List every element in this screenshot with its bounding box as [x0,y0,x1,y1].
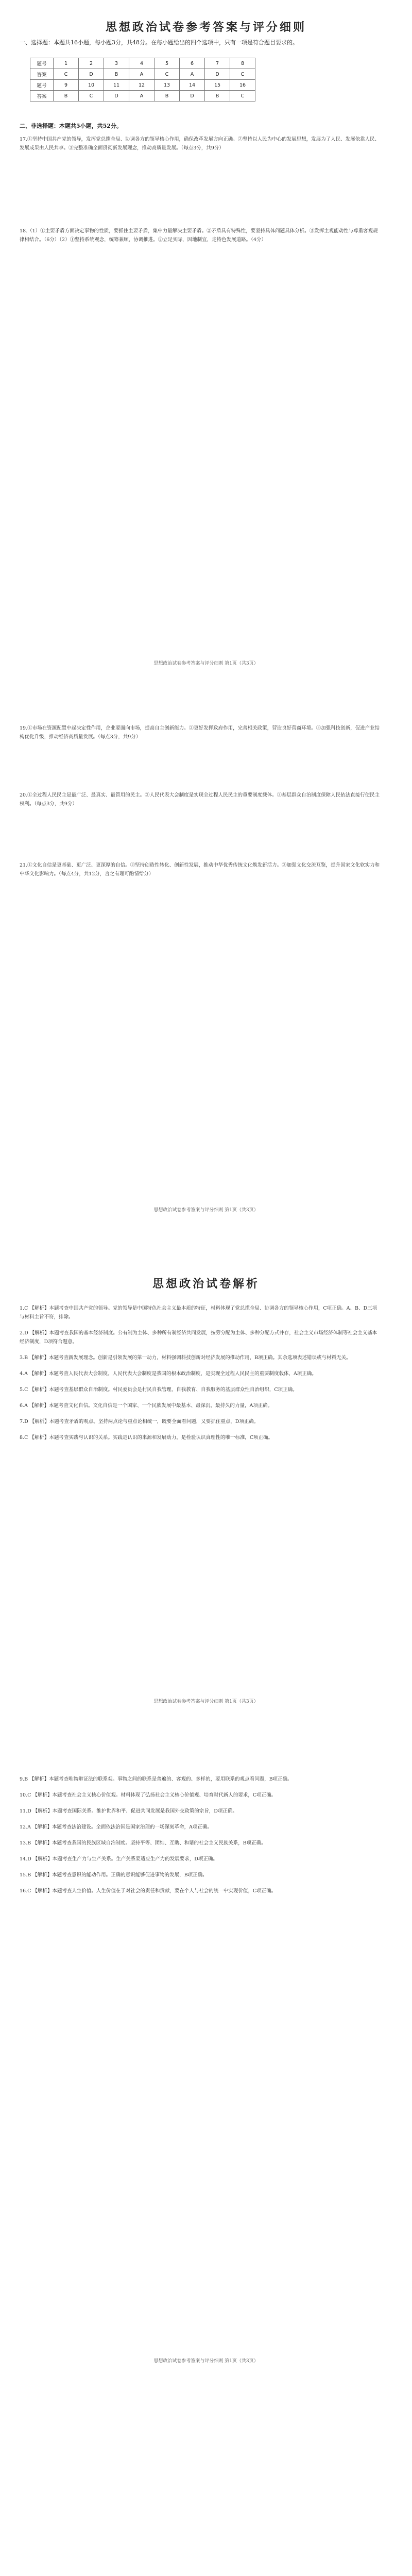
table-cell: 11 [104,80,129,91]
list-item: 5.C 【解析】本题考查基层群众自治制度。村民委员会是村民自我管理、自我教育、自我服务的基层群众性自治组织，C项正确。 [20,1387,298,1393]
table-cell: 10 [79,80,104,91]
table-cell: 5 [154,58,180,69]
table-cell: D [180,91,205,101]
list-item: 11.D 【解析】本题考查国际关系。维护世界和平、促进共同发展是我国外交政策的宗旨，D项正确。 [20,1808,237,1814]
table-cell: B [205,91,230,101]
table-cell: 3 [104,58,129,69]
table-cell: 8 [230,58,255,69]
answer-17: 17.①坚持中国共产党的领导，发挥党总揽全局、协调各方的领导核心作用，确保改革发展方向正确。②坚持以人民为中心的发展思想，发展为了人民、发展依靠人民、发展成果由人民共享。③完整准确全面贯彻新发展理念，推动高质量发展。（每点3分，共9分） [20,137,380,151]
table-cell: C [230,69,255,80]
analysis-list [0,1775,412,1903]
answer-table [30,58,255,101]
answer-21: 21.①文化自信是更基础、更广泛、更深厚的自信。②坚持创造性转化、创新性发展，推动中华优秀传统文化焕发新活力。③加强文化交流互鉴，提升国家文化软实力和中华文化影响力。（每点4分，共12分，言之有理可酌情给分） [20,862,380,877]
list-item: 7.D 【解析】本题考查矛盾的观点。坚持两点论与重点论相统一，既要全面看问题，又要抓住重点，D项正确。 [20,1419,259,1425]
table-cell: 6 [180,58,205,69]
table-cell: A [129,69,154,80]
table-cell: 12 [129,80,154,91]
list-item: 3.B 【解析】本题考查新发展理念。创新是引领发展的第一动力，材料强调科技创新对经济发展的推动作用，B项正确。其余选项表述错误或与材料无关。 [20,1355,351,1361]
list-item: 16.C 【解析】本题考查人生价值。人生价值在于对社会的责任和贡献，要在个人与社会的统一中实现价值，C项正确。 [20,1888,277,1894]
list-item: 13.B 【解析】本题考查我国的民族区域自治制度。坚持平等、团结、互助、和谐的社会主义民族关系，B项正确。 [20,1840,266,1846]
list-item: 1.C 【解析】本题考查中国共产党的领导。党的领导是中国特色社会主义最本质的特征，材料体现了党总揽全局、协调各方的领导核心作用，C项正确。A、B、D三项与材料主旨不符，排除。 [20,1306,377,1320]
table-cell: 14 [180,80,205,91]
table-cell: 13 [154,80,180,91]
part1-heading: 一、选择题：本题共16小题，每小题3分，共48分。在每小题给出的四个选项中，只有一项是符合题目要求的。 [20,39,298,46]
answer-19: 19.①市场在资源配置中起决定性作用，企业要面向市场，提高自主创新能力。②更好发挥政府作用，完善相关政策，营造良好营商环境。③加强科技创新，促进产业结构优化升级，推动经济高质量发展。（每点3分，共9分） [20,725,380,740]
table-cell: B [104,69,129,80]
table-cell: B [154,91,180,101]
table-cell: A [180,69,205,80]
table-cell: 9 [54,80,79,91]
page-footer: 思想政治试卷参考答案与评分细则 第1页（共3页） [153,1699,259,1704]
list-item: 9.B 【解析】本题考查唯物辩证法的联系观。事物之间的联系是普遍的、客观的、多样的，要用联系的观点看问题，B项正确。 [20,1776,293,1782]
table-row [30,69,255,80]
table-cell: D [104,91,129,101]
answer-page-2 [0,714,412,1255]
list-item: 6.A 【解析】本题考查文化自信。文化自信是一个国家、一个民族发展中最基本、最深沉、最持久的力量，A项正确。 [20,1403,273,1409]
page-footer: 思想政治试卷参考答案与评分细则 第1页（共3页） [153,1208,259,1213]
list-item: 8.C 【解析】本题考查实践与认识的关系。实践是认识的来源和发展动力，是检验认识真理性的唯一标准，C项正确。 [20,1435,273,1440]
list-item: 15.B 【解析】本题考查意识的能动作用。正确的意识能够促进事物的发展，B项正确。 [20,1872,208,1878]
list-item: 10.C 【解析】本题考查社会主义核心价值观。材料体现了弘扬社会主义核心价值观、培育时代新人的要求，C项正确。 [20,1792,277,1798]
table-cell: D [205,69,230,80]
table-cell: 题号 [30,58,54,69]
table-cell: A [129,91,154,101]
analysis-list [0,1304,412,1449]
part2-heading: 二、非选择题：本题共5小题，共52分。 [20,123,122,129]
table-cell: 题号 [30,80,54,91]
page-footer: 思想政治试卷参考答案与评分细则 第1页（共3页） [153,2359,259,2364]
list-item: 4.A 【解析】本题考查人民代表大会制度。人民代表大会制度是我国的根本政治制度，是实现全过程人民民主的重要制度载体，A项正确。 [20,1371,317,1377]
table-cell: C [54,69,79,80]
table-cell: 2 [79,58,104,69]
analysis-title: 思想政治试卷解析 [152,1277,260,1291]
table-cell: 16 [230,80,255,91]
table-cell: 答案 [30,69,54,80]
table-cell: 15 [205,80,230,91]
list-item: 12.A 【解析】本题考查法治建设。全面依法治国是国家治理的一场深刻革命，A项正确。 [20,1824,212,1830]
table-cell: B [54,91,79,101]
analysis-page [0,1255,412,2576]
table-cell: 答案 [30,91,54,101]
table-cell: C [230,91,255,101]
table-cell: 1 [54,58,79,69]
page-footer: 思想政治试卷参考答案与评分细则 第1页（共3页） [153,661,259,666]
table-cell: C [79,91,104,101]
table-row [30,80,255,91]
page-title: 思想政治试卷参考答案与评分细则 [105,21,306,34]
table-cell: 7 [205,58,230,69]
answer-18: 18.（1）①主要矛盾方面决定事物的性质，要抓住主要矛盾，集中力量解决主要矛盾。②矛盾具有特殊性，要坚持具体问题具体分析。③发挥主观能动性与尊重客观规律相结合。（6分）（2）①坚持系统观念，统筹兼顾，协调推进。②立足实际，因地制宜，走特色发展道路。（4分） [20,228,378,243]
answer-20: 20.①全过程人民民主是最广泛、最真实、最管用的民主。②人民代表大会制度是实现全过程人民民主的重要制度载体。③基层群众自治制度保障人民依法直接行使民主权利。（每点3分，共9分） [20,792,380,807]
list-item: 2.D 【解析】本题考查我国的基本经济制度。公有制为主体、多种所有制经济共同发展，按劳分配为主体、多种分配方式并存，社会主义市场经济体制等社会主义基本经济制度，D项符合题意。 [20,1330,377,1345]
table-row [30,91,255,101]
answer-page-1 [0,0,412,714]
table-cell: 4 [129,58,154,69]
table-cell: D [79,69,104,80]
table-row [30,58,255,69]
table-cell: C [154,69,180,80]
list-item: 14.D 【解析】本题考查生产力与生产关系。生产关系要适应生产力的发展要求，D项正确。 [20,1856,218,1862]
